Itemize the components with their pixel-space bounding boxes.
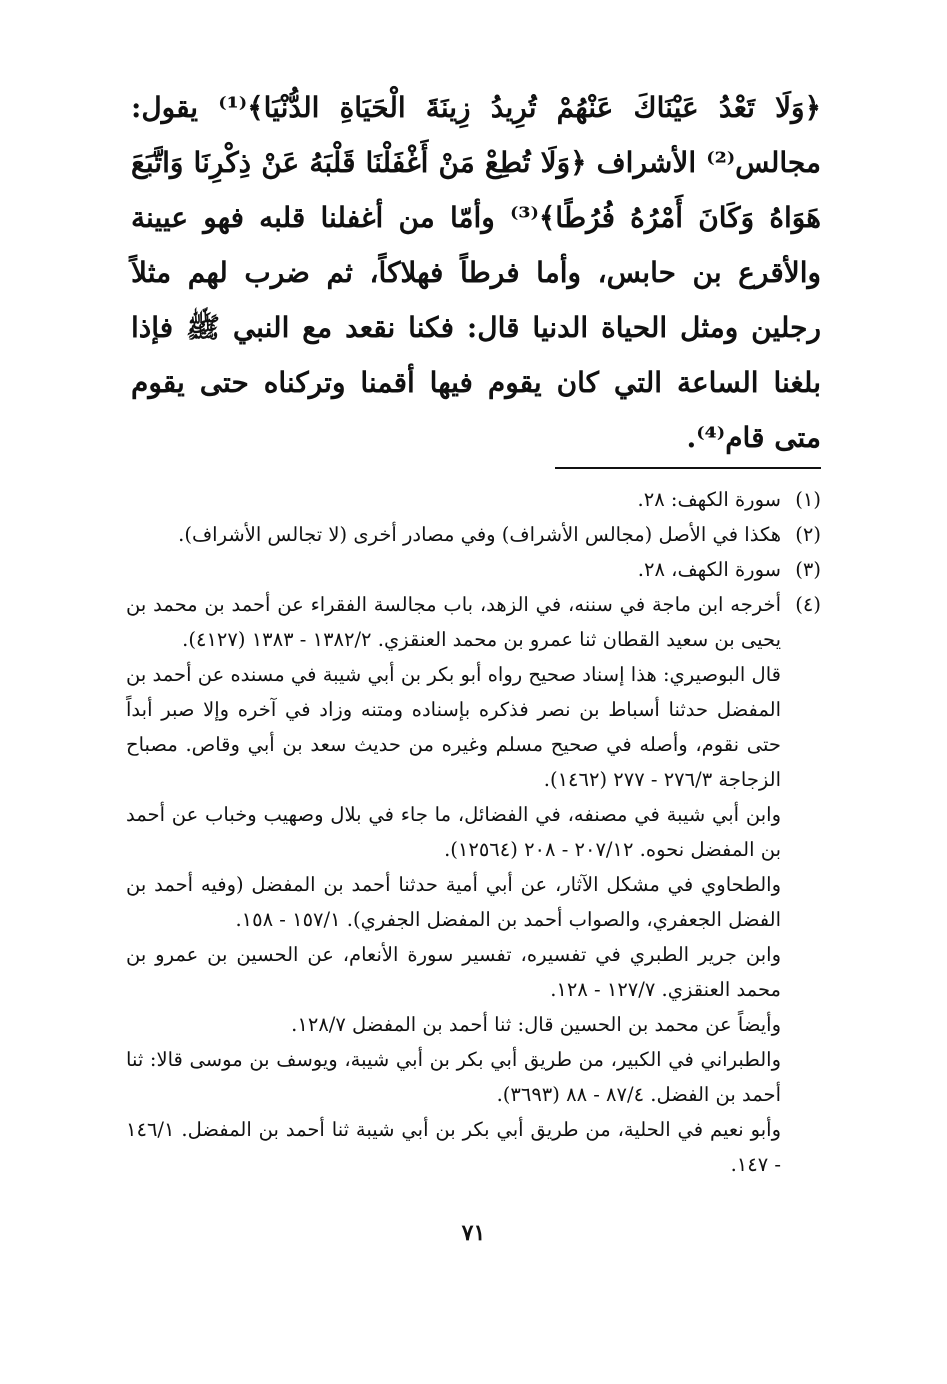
footnote-number: (١) bbox=[795, 488, 821, 511]
footnote-number: (٣) bbox=[795, 558, 821, 581]
footnote-body bbox=[126, 552, 781, 587]
main-paragraph: ﴿وَلَا تَعْدُ عَيْنَاكَ عَنْهُمْ تُرِيدُ زِينَةَ الْحَيَاةِ الدُّنْيَا﴾⁽¹⁾ يقول: مجالس⁽²⁾ الأشراف ﴿وَلَا تُطِعْ مَنْ أَغْفَلْنَا قَلْبَهُ عَنْ ذِكْرِنَا وَاتَّبَعَ هَوَاهُ وَكَانَ أَمْرُهُ فُرُطًا﴾⁽³⁾ وأمّا من أغفلنا قلبه فهو عيينة والأقرع بن حابس، وأما فرطاً فهلاكاً، ثم ضرب لهم مثلاً رجلين ومثل الحياة الدنيا قال: فكنا نقعد مع النبي ﷺ فإذا بلغنا الساعة التي كان يقوم فيها أقمنا وتركناه حتى يقوم متى قام⁽⁴⁾. bbox=[131, 91, 821, 454]
footnote-body bbox=[126, 482, 781, 517]
main-text bbox=[131, 80, 821, 465]
footnote-3 bbox=[126, 552, 821, 587]
footnote-paragraph: وأبو نعيم في الحلية، من طريق أبي بكر بن أبي شيبة ثنا أحمد بن المفضل. ١٤٦/١ - ١٤٧. bbox=[126, 1118, 781, 1176]
footnote-number: (٢) bbox=[795, 523, 821, 546]
footnote-paragraph: هكذا في الأصل (مجالس الأشراف) وفي مصادر أخرى (لا تجالس الأشراف). bbox=[178, 523, 781, 546]
footnote-body bbox=[126, 587, 781, 1182]
footnote-2 bbox=[126, 517, 821, 552]
footnote-paragraph: والطبراني في الكبير، من طريق أبي بكر بن أبي شيبة، ويوسف بن موسى قالا: ثنا أحمد بن الفضل. ٨٧/٤ - ٨٨ (٣٦٩٣). bbox=[126, 1048, 781, 1106]
footnote-paragraph: وابن أبي شيبة في مصنفه، في الفضائل، ما جاء في بلال وصهيب وخباب عن أحمد بن المفضل نحوه. ٢٠٧/١٢ - ٢٠٨ (١٢٥٦٤). bbox=[126, 803, 781, 861]
footnote-number: (٤) bbox=[795, 593, 821, 616]
footnote-paragraph: أخرجه ابن ماجة في سننه، في الزهد، باب مجالسة الفقراء عن أحمد بن محمد بن يحيى بن سعيد القطان ثنا عمرو بن محمد العنقزي. ١٣٨٢/٢ - ١٣٨٣ (٤١٢٧). bbox=[126, 593, 781, 651]
footnote-paragraph: قال البوصيري: هذا إسناد صحيح رواه أبو بكر بن أبي شيبة في مسنده عن أحمد بن المفضل حدثنا أسباط بن نصر فذكره بإسناده ومتنه وزاد في آخره وإلا صبر أبداً حتى نقوم، وأصله في صحيح مسلم وغيره من حديث سعد بن أبي وقاص. مصباح الزجاجة ٢٧٦/٣ - ٢٧٧ (١٤٦٢). bbox=[126, 663, 781, 791]
footnote-paragraph: والطحاوي في مشكل الآثار، عن أبي أمية حدثنا أحمد بن المفضل (وفيه أحمد بن الفضل الجعفري، والصواب أحمد بن المفضل الجفري). ١٥٧/١ - ١٥٨. bbox=[126, 873, 781, 931]
footnotes bbox=[126, 482, 821, 1182]
page-number: ٧١ bbox=[461, 1220, 486, 1246]
footnote-1 bbox=[126, 482, 821, 517]
footnote-paragraph: وابن جرير الطبري في تفسيره، تفسير سورة الأنعام، عن الحسين بن عمرو بن محمد العنقزي. ١٢٧/٧ - ١٢٨. bbox=[126, 943, 781, 1001]
footnote-paragraph: سورة الكهف، ٢٨. bbox=[637, 558, 781, 581]
footnote-paragraph: وأيضاً عن محمد بن الحسين قال: ثنا أحمد بن المفضل ١٢٨/٧. bbox=[291, 1013, 781, 1036]
footnote-body bbox=[126, 517, 781, 552]
footnote-separator bbox=[555, 467, 821, 469]
footnote-4 bbox=[126, 587, 821, 1182]
footnote-paragraph: سورة الكهف: ٢٨. bbox=[637, 488, 781, 511]
